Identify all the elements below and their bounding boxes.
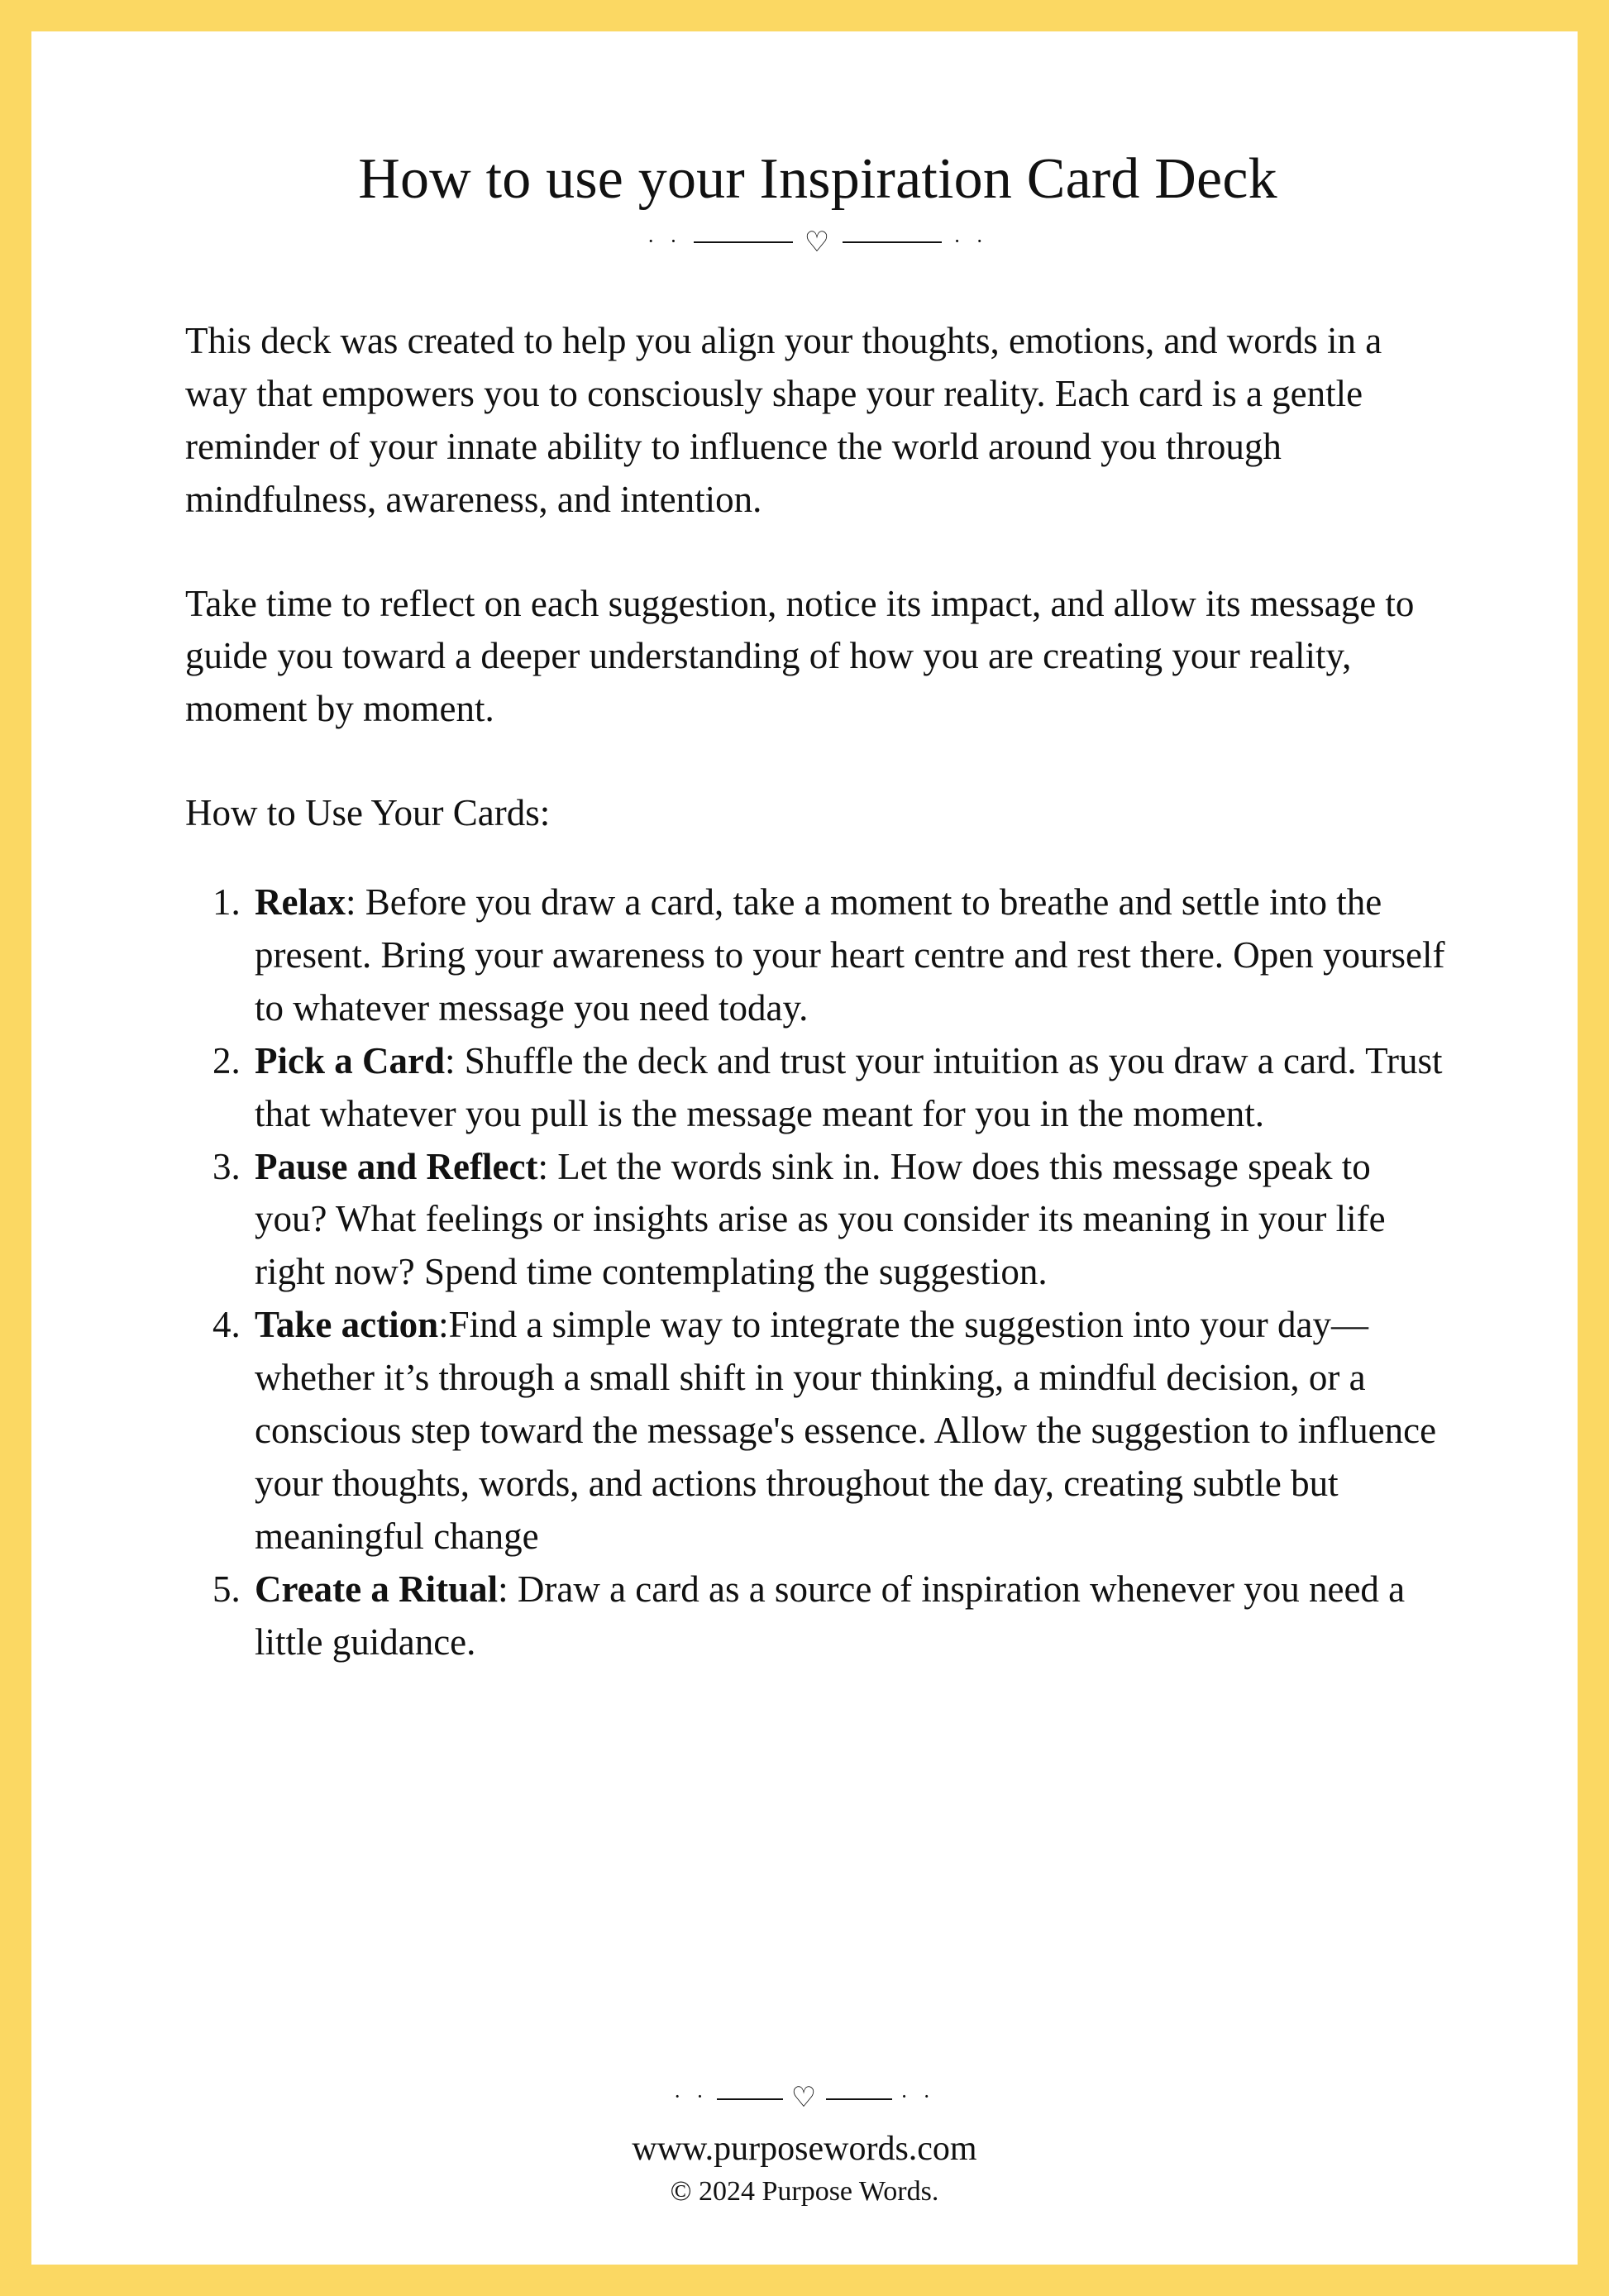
document-body: [185, 147, 1450, 1668]
list-item: [250, 1563, 1450, 1669]
step-lead: Create a Ritual: [255, 1568, 499, 1610]
reflect-paragraph: Take time to reflect on each suggestion, notice its impact, and allow its message to guide you toward a deeper understanding of how you are creating your reality, moment by moment.: [185, 582, 1415, 730]
step-text: : Before you draw a card, take a moment to breathe and settle into the present. Bring your awareness to your heart centre and rest there. Open yourself to whatever message you need today.: [255, 881, 1445, 1029]
document-page: [31, 31, 1578, 2265]
divider-left-dots: · ·: [673, 2084, 709, 2109]
step-lead: Relax: [255, 881, 346, 924]
list-item: [250, 1141, 1450, 1300]
step-text: : Let the words sink in. How does this message speak to you? What feelings or insights arise as you consider its meaning in your life right now? Spend time contemplating the suggestion.: [255, 1145, 1386, 1293]
heart-icon: ♡: [804, 227, 832, 258]
divider-left-dots: · ·: [647, 229, 682, 253]
divider-right-dots: · ·: [953, 229, 989, 253]
list-item: [250, 876, 1450, 1035]
step-lead: Take action: [255, 1304, 439, 1346]
page-title: How to use your Inspiration Card Deck: [358, 147, 1277, 211]
step-text: : Shuffle the deck and trust your intuition as you draw a card. Trust that whatever you pull is the message meant for you in the moment.: [255, 1039, 1443, 1134]
how-to-heading: How to Use Your Cards:: [185, 792, 551, 834]
ornamental-divider-bottom: [185, 2084, 1424, 2113]
list-item: [250, 1299, 1450, 1563]
steps-list: [185, 876, 1450, 1668]
step-text: : Draw a card as a source of inspiration whenever you need a little guidance.: [255, 1568, 1406, 1663]
divider-left-rule: [694, 241, 793, 243]
step-lead: Pause and Reflect: [255, 1145, 538, 1187]
step-text: :Find a simple way to integrate the suggestion into your day—whether it’s through a small shift in your thinking, a mindful decision, or a conscious step toward the message's essence. Allow the suggestion to influence your thoughts, words, and actions throughout the day, creating subtle but meaningful change: [255, 1304, 1437, 1557]
intro-paragraph: This deck was created to help you align your thoughts, emotions, and words in a way that empowers you to consciously shape your reality. Each card is a gentle reminder of your innate ability to influence the world around you through mindfulness, awareness, and intention.: [185, 320, 1382, 520]
website-url[interactable]: www.purposewords.com: [632, 2130, 977, 2169]
heart-icon: ♡: [790, 2083, 819, 2114]
page-footer: [185, 2066, 1424, 2210]
divider-right-rule: [843, 241, 942, 243]
divider-right-dots: · ·: [900, 2084, 936, 2109]
list-item: [250, 1035, 1450, 1141]
divider-right-rule: [826, 2098, 892, 2100]
ornamental-divider-top: [185, 229, 1450, 259]
copyright-notice: © 2024 Purpose Words.: [670, 2175, 939, 2207]
step-lead: Pick a Card: [255, 1039, 445, 1081]
divider-left-rule: [717, 2098, 783, 2100]
